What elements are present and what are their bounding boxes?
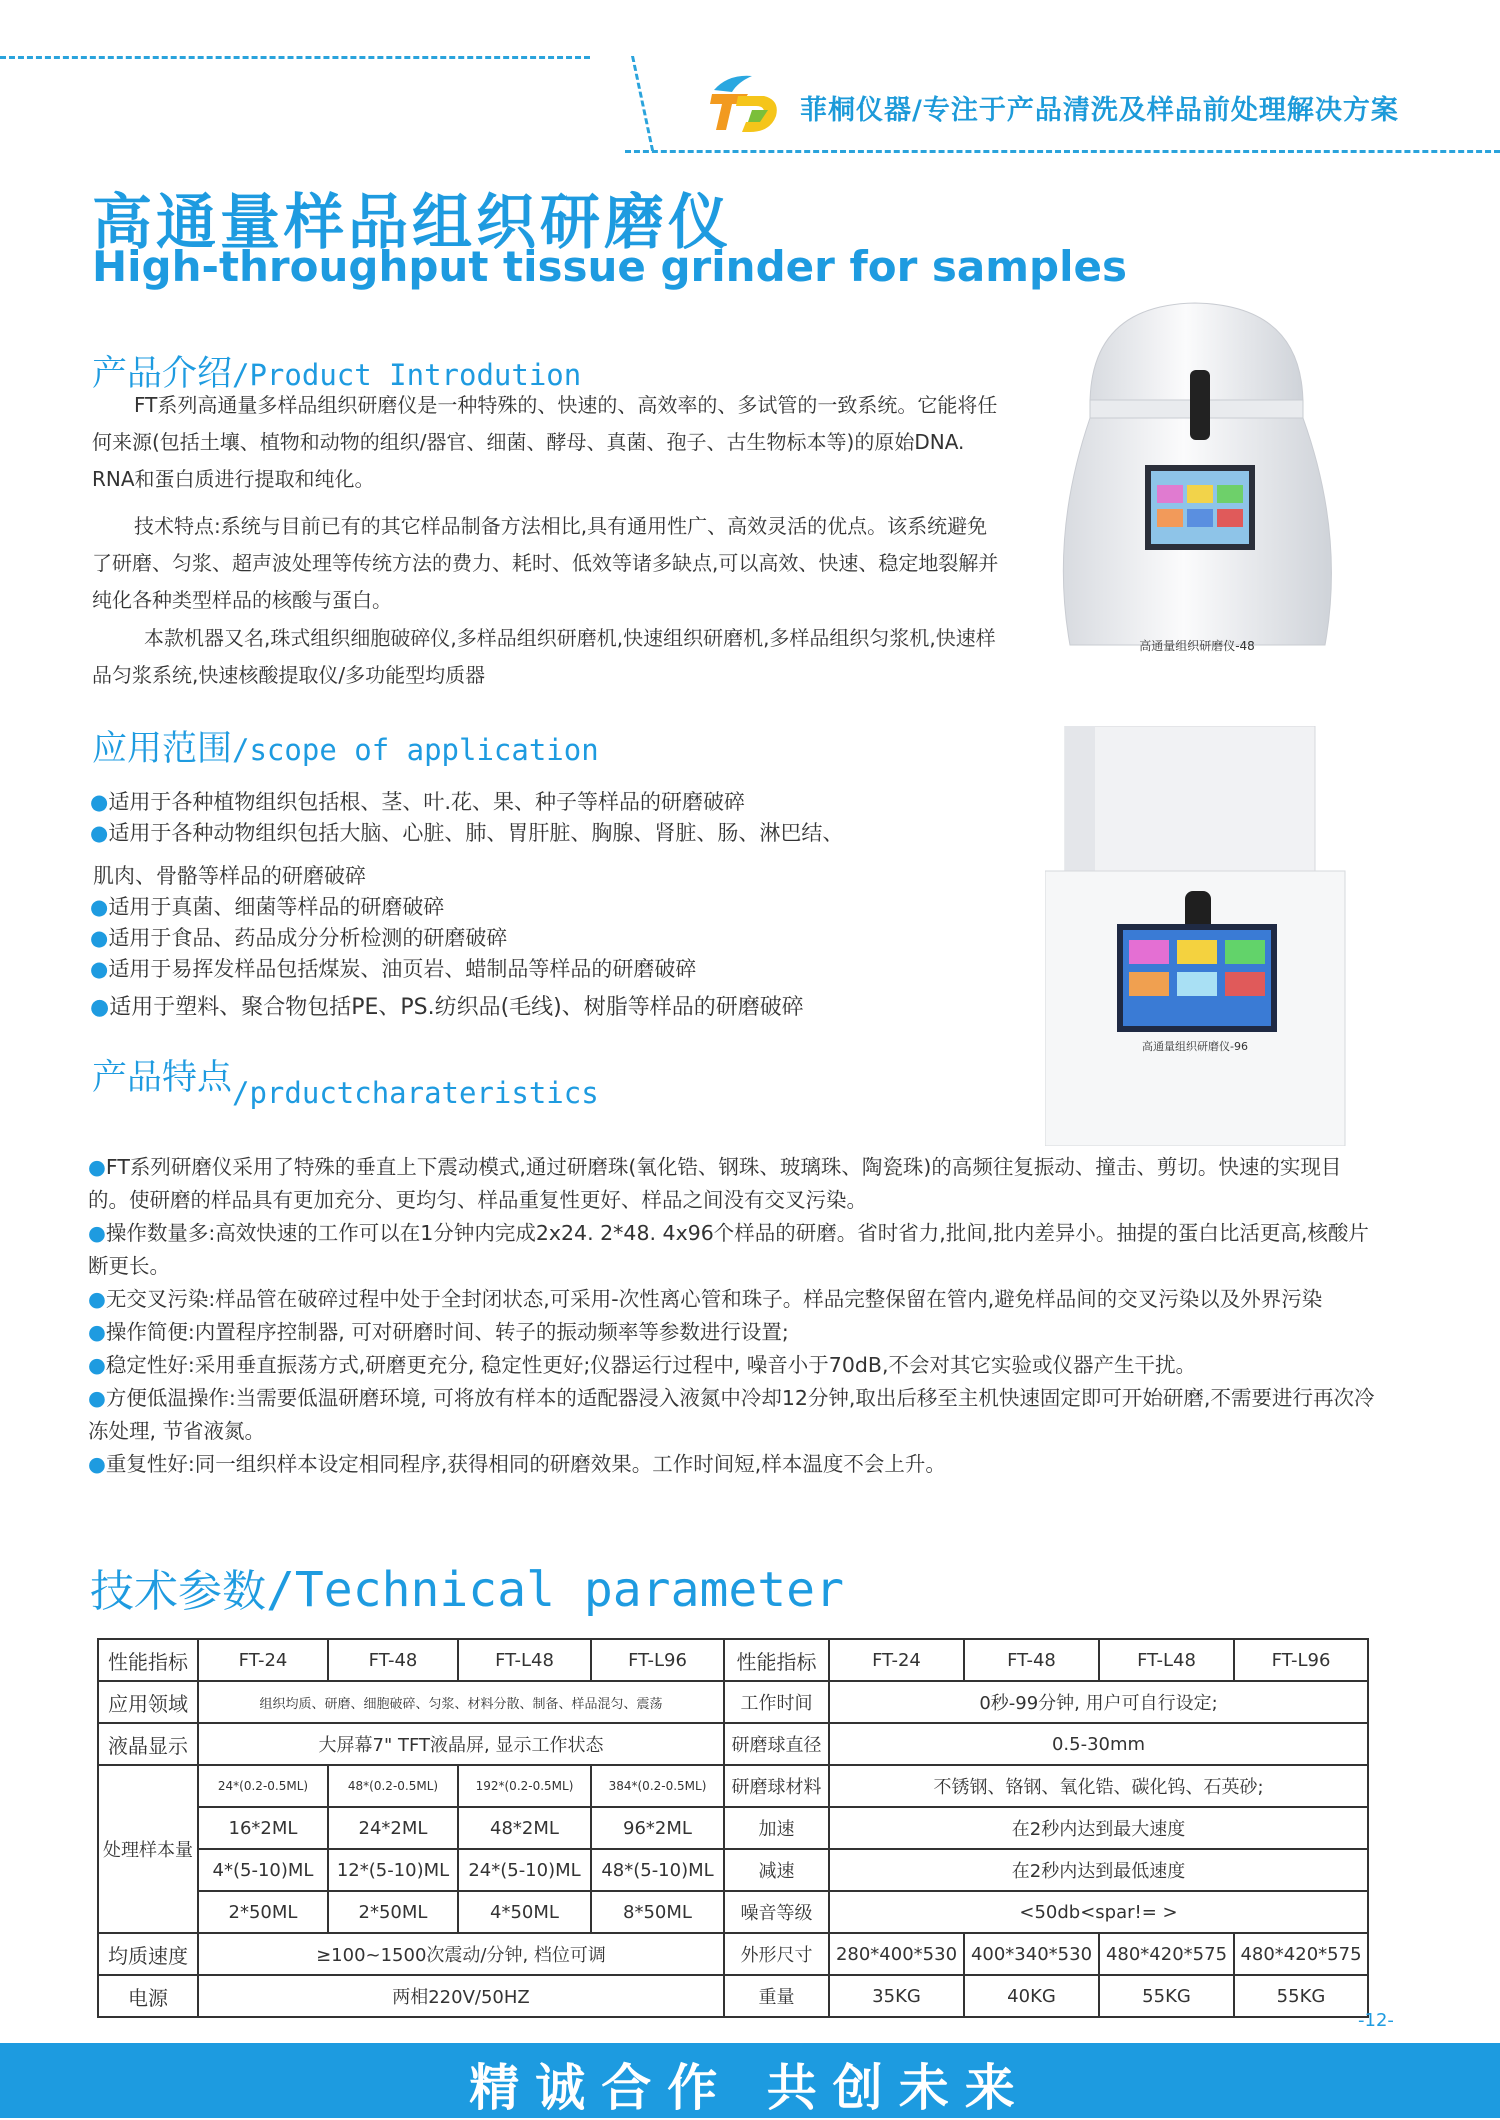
table-cell: 2*50ML (328, 1891, 458, 1933)
features-section-title (92, 1050, 599, 1110)
table-cell: 噪音等级 (724, 1891, 829, 1933)
scope-item: ●适用于食品、药品成分分析检测的研磨破碎 (90, 926, 508, 950)
table-cell: 35KG (829, 1975, 964, 2017)
table-cell: ≥100~1500次震动/分钟, 档位可调 (198, 1933, 724, 1975)
table-cell: 大屏幕7" TFT液晶屏, 显示工作状态 (198, 1723, 724, 1765)
table-cell: 在2秒内达到最大速度 (829, 1807, 1368, 1849)
scope-item: 肌肉、骨骼等样品的研磨破碎 (93, 864, 366, 888)
scope-title-cn: 应用范围 (92, 729, 233, 769)
header-cell: FT-48 (328, 1639, 458, 1681)
scope-list (90, 787, 1020, 1023)
table-row (98, 1765, 1368, 1807)
feature-item: ●FT系列研磨仪采用了特殊的垂直上下震动模式,通过研磨珠(氧化锆、钢珠、玻璃珠、陶瓷珠)的高频往复振动、撞击、剪切。快速的实现目的。使研磨的样品具有更加充分、更均匀、样品重复性更好、样品之间没有交叉污染。 (88, 1155, 1342, 1212)
table-cell: 24*2ML (328, 1807, 458, 1849)
table-cell: 研磨球材料 (724, 1765, 829, 1807)
scope-item: ●适用于塑料、聚合物包括PE、PS.纺织品(毛线)、树脂等样品的研磨破碎 (90, 995, 804, 1020)
table-cell: 均质速度 (98, 1933, 198, 1975)
table-cell: <50db<spar!= > (829, 1891, 1368, 1933)
table-cell: 480*420*575 (1099, 1933, 1234, 1975)
table-cell: 48*(0.2-0.5ML) (328, 1765, 458, 1807)
table-cell: 40KG (964, 1975, 1099, 2017)
params-title-en: /Technical parameter (266, 1562, 844, 1618)
device-96-label: 高通量组织研磨仪-96 (1142, 1040, 1248, 1053)
table-cell: 在2秒内达到最低速度 (829, 1849, 1368, 1891)
feature-item: ●操作数量多:高效快速的工作可以在1分钟内完成2x24. 2*48. 4x96个样品的研磨。省时省力,批间,批内差异小。抽提的蛋白比活更高,核酸片断更长。 (88, 1221, 1369, 1278)
header-cell: FT-L48 (1099, 1639, 1234, 1681)
table-cell: 280*400*530 (829, 1933, 964, 1975)
header-cell: FT-L96 (591, 1639, 724, 1681)
header-cell: FT-L48 (458, 1639, 591, 1681)
params-section-title (90, 1555, 844, 1619)
page-title-cn: 高通量样品组织研磨仪 (92, 188, 732, 258)
table-row (98, 1975, 1368, 2017)
feature-item: ●操作简便:内置程序控制器, 可对研磨时间、转子的振动频率等参数进行设置; (88, 1320, 789, 1344)
page-number: -12- (1358, 2010, 1394, 2031)
header-cell: FT-24 (198, 1639, 328, 1681)
table-cell: 组织均质、研磨、细胞破碎、匀浆、材料分散、制备、样品混匀、震荡 (198, 1681, 724, 1723)
feature-item: ●方便低温操作:当需要低温研磨环境, 可将放有样本的适配器浸入液氮中冷却12分钟,取出后移至主机快速固定即可开始研磨,不需要进行再次冷冻处理, 节省液氮。 (88, 1386, 1375, 1443)
intro-paragraph-1: FT系列高通量多样品组织研磨仪是一种特殊的、快速的、高效率的、多试管的一致系统。它能将任何来源(包括土壤、植物和动物的组织/器官、细菌、酵母、真菌、孢子、古生物标本等)的原始DNA. RNA和蛋白质进行提取和纯化。 (92, 393, 998, 491)
table-cell: 96*2ML (591, 1807, 724, 1849)
header-dashed-line-right (625, 150, 1500, 153)
table-cell: 48*2ML (458, 1807, 591, 1849)
table-cell: 研磨球直径 (724, 1723, 829, 1765)
table-cell: 加速 (724, 1807, 829, 1849)
scope-item: ●适用于真菌、细菌等样品的研磨破碎 (90, 895, 445, 919)
table-row (98, 1891, 1368, 1933)
table-row (98, 1639, 1368, 1681)
table-cell: 16*2ML (198, 1807, 328, 1849)
table-cell: 不锈钢、铬钢、氧化锆、碳化钨、石英砂; (829, 1765, 1368, 1807)
table-cell: 12*(5-10)ML (328, 1849, 458, 1891)
table-cell: 24*(0.2-0.5ML) (198, 1765, 328, 1807)
scope-item: ●适用于易挥发样品包括煤炭、油页岩、蜡制品等样品的研磨破碎 (90, 957, 697, 981)
table-cell: 处理样本量 (98, 1765, 198, 1933)
table-cell: 液晶显示 (98, 1723, 198, 1765)
page-title-en: High-throughput tissue grinder for samples (92, 242, 1127, 291)
table-cell: 2*50ML (198, 1891, 328, 1933)
table-cell: 重量 (724, 1975, 829, 2017)
table-cell: 48*(5-10)ML (591, 1849, 724, 1891)
table-row (98, 1933, 1368, 1975)
feature-item: ●稳定性好:采用垂直振荡方式,研磨更充分, 稳定性更好;仪器运行过程中, 噪音小于70dB,不会对其它实验或仪器产生干扰。 (88, 1353, 1196, 1377)
feature-item: ●无交叉污染:样品管在破碎过程中处于全封闭状态,可采用-次性离心管和珠子。样品完整保留在管内,避免样品间的交叉污染以及外界污染 (88, 1287, 1323, 1311)
scope-item: ●适用于各种动物组织包括大脑、心脏、肺、胃肝脏、胸腺、肾脏、肠、淋巴结、 (90, 821, 844, 845)
header-dashed-diagonal (585, 56, 654, 151)
table-cell: 55KG (1234, 1975, 1368, 2017)
table-cell: 480*420*575 (1234, 1933, 1368, 1975)
company-logo-icon (708, 70, 784, 138)
table-row (98, 1807, 1368, 1849)
header-dashed-line (0, 56, 590, 59)
device-48-label: 高通量组织研磨仪-48 (1139, 639, 1255, 653)
intro-title-cn: 产品介绍 (92, 354, 233, 394)
footer-slogan: 精诚合作 共创未来 (469, 2059, 1031, 2117)
features-title-en: /prductcharateristics (232, 1076, 599, 1110)
table-cell: 4*(5-10)ML (198, 1849, 328, 1891)
header-slogan: 菲桐仪器/专注于产品清洗及样品前处理解决方案 (800, 95, 1399, 126)
table-cell: 0秒-99分钟, 用户可自行设定; (829, 1681, 1368, 1723)
params-table (97, 1638, 1369, 2018)
table-cell: 减速 (724, 1849, 829, 1891)
intro-paragraph-2: 技术特点:系统与目前已有的其它样品制备方法相比,具有通用性广、高效灵活的优点。该系统避免了研磨、匀浆、超声波处理等传统方法的费力、耗时、低效等诸多缺点,可以高效、快速、稳定地裂解并纯化各种类型样品的核酸与蛋白。 (92, 514, 999, 612)
table-cell: 192*(0.2-0.5ML) (458, 1765, 591, 1807)
device-48-image (1045, 295, 1350, 665)
table-row (98, 1849, 1368, 1891)
table-cell: 384*(0.2-0.5ML) (591, 1765, 724, 1807)
feature-item: ●重复性好:同一组织样本设定相同程序,获得相同的研磨效果。工作时间短,样本温度不会上升。 (88, 1452, 946, 1476)
table-cell: 工作时间 (724, 1681, 829, 1723)
params-title-cn: 技术参数 (90, 1566, 266, 1617)
scope-title-en: /scope of application (232, 733, 599, 767)
header-cell: 性能指标 (98, 1639, 198, 1681)
header-cell: FT-24 (829, 1639, 964, 1681)
scope-section-title (92, 721, 599, 771)
table-cell: 24*(5-10)ML (458, 1849, 591, 1891)
intro-paragraph-3: 本款机器又名,珠式组织细胞破碎仪,多样品组织研磨机,快速组织研磨机,多样品组织匀浆机,快速样品匀浆系统,快速核酸提取仪/多功能型均质器 (92, 626, 996, 687)
scope-item: ●适用于各种植物组织包括根、茎、叶.花、果、种子等样品的研磨破碎 (90, 790, 746, 814)
table-cell: 8*50ML (591, 1891, 724, 1933)
header-cell: FT-L96 (1234, 1639, 1368, 1681)
table-cell: 400*340*530 (964, 1933, 1099, 1975)
header-cell: FT-48 (964, 1639, 1099, 1681)
table-row (98, 1723, 1368, 1765)
features-list (88, 1151, 1378, 1481)
table-cell: 电源 (98, 1975, 198, 2017)
table-row (98, 1681, 1368, 1723)
intro-title-en: /Product Introdution (232, 358, 582, 392)
table-cell: 外形尺寸 (724, 1933, 829, 1975)
features-title-cn: 产品特点 (92, 1058, 233, 1098)
header-cell: 性能指标 (724, 1639, 829, 1681)
table-cell: 应用领域 (98, 1681, 198, 1723)
table-cell: 4*50ML (458, 1891, 591, 1933)
table-cell: 0.5-30mm (829, 1723, 1368, 1765)
device-96-image (1045, 726, 1350, 1146)
table-cell: 两相220V/50HZ (198, 1975, 724, 2017)
table-cell: 55KG (1099, 1975, 1234, 2017)
